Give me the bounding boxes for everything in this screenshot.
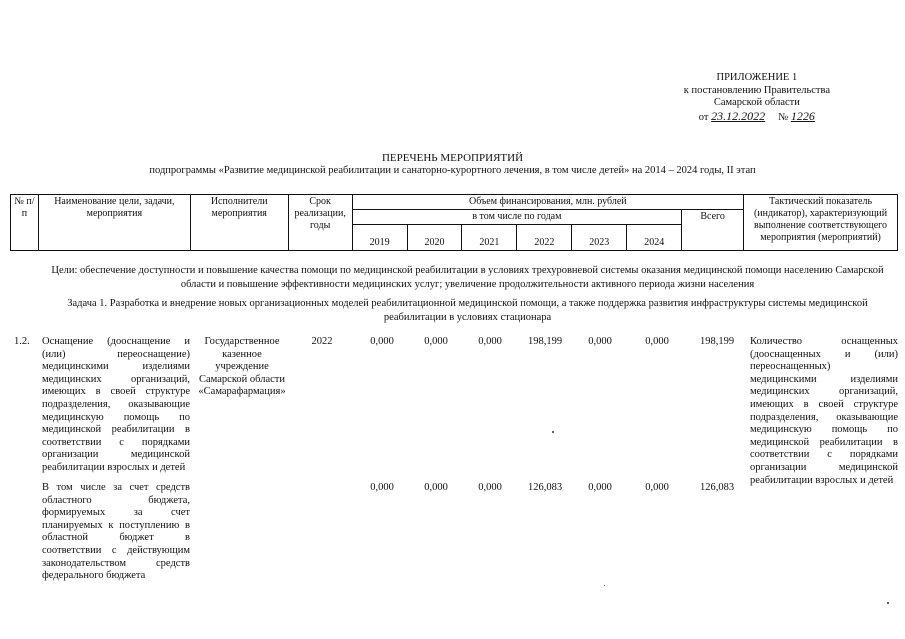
date-prefix: от: [698, 111, 709, 123]
appendix-date-line: [684, 110, 830, 125]
header-executors: Исполнители мероприятия: [190, 195, 288, 251]
number-prefix: №: [778, 111, 789, 123]
subrow-value-2024: 0,000: [645, 482, 669, 493]
header-term: Срок реализации, годы: [288, 195, 352, 251]
subrow-value-2022: 126,083: [527, 482, 563, 493]
header-num: № п/п: [11, 195, 39, 251]
header-by-years: в том числе по годам: [352, 210, 682, 225]
row-value-2023: 0,000: [588, 336, 612, 347]
appendix-line2: Самарской области: [713, 97, 800, 108]
header-year-2023: 2023: [572, 225, 627, 251]
task-text: Задача 1. Разработка и внедрение новых организационных моделей реабилитационной медицинской помощи, а также поддержка развития инфраструктуры системы медицинской реабилитации в условиях стационара: [67, 298, 868, 323]
header-name: Наименование цели, задачи, мероприятия: [38, 195, 190, 251]
appendix-block: [684, 72, 830, 124]
row-total: 198,199: [699, 336, 735, 347]
row-indicator: Количество оснащенных (дооснащенных и (или) переоснащенных) медицинскими изделиями медицинских организаций, имеющих в своей структуре подразделения, оказывающие медицинскую помощь по медицинской реабилитации в соответствии с порядками организации медицинской реабилитации взрослых и детей: [750, 336, 898, 486]
header-funding: Объем финансирования, млн. рублей: [352, 195, 743, 210]
appendix-line1: к постановлению Правительства: [683, 84, 830, 96]
goal-text: Цели: обеспечение доступности и повышение качества помощи по медицинской реабилитации в условиях трехуровневой системы оказания медицинской помощи населению Самарской области и повышение эффективности медицинских услуг; увеличение продолжительности активного периода жизни населения: [51, 265, 884, 290]
header-year-2021: 2021: [462, 225, 517, 251]
document-title: ПЕРЕЧЕНЬ МЕРОПРИЯТИЙ: [381, 152, 524, 164]
header-year-2019: 2019: [352, 225, 407, 251]
subrow-value-2021: 0,000: [478, 482, 502, 493]
row-term: 2022: [311, 336, 333, 347]
appendix-title: ПРИЛОЖЕНИЕ 1: [716, 72, 798, 83]
header-year-2020: 2020: [407, 225, 462, 251]
subrow-value-2020: 0,000: [424, 482, 448, 493]
subrow-value-2019: 0,000: [370, 482, 394, 493]
handwritten-number: 1226: [790, 108, 815, 123]
row-name: Оснащение (дооснащение и (или) переоснащение) медицинскими изделиями медицинских организаций, имеющих в своей структуре подразделения, оказывающие медицинскую помощь по медицинской реабилитации в соответствии с порядками организации медицинской реабилитации взрослых и детей: [42, 336, 190, 473]
subrow-total: 126,083: [699, 482, 735, 493]
row-value-2021: 0,000: [478, 336, 502, 347]
scan-speck: [604, 585, 605, 586]
row-value-2022: 198,199: [527, 336, 563, 347]
document-subtitle: подпрограммы «Развитие медицинской реабилитации и санаторно-курортного лечения, в том числе детей» на 2014 – 2024 годы, II этап: [149, 165, 756, 176]
header-table: [10, 194, 898, 251]
handwritten-date: 23.12.2022: [711, 108, 766, 123]
row-executor: Государственное казенное учреждение Самарской области «Самарафармация»: [198, 336, 286, 398]
header-year-2024: 2024: [627, 225, 682, 251]
row-value-2019: 0,000: [370, 336, 394, 347]
header-year-2022: 2022: [517, 225, 572, 251]
row-value-2024: 0,000: [645, 336, 669, 347]
header-total: Всего: [682, 210, 744, 251]
subrow-value-2023: 0,000: [588, 482, 612, 493]
header-indicator: Тактический показатель (индикатор), характеризующий выполнение соответствующего мероприятия (мероприятий): [744, 195, 898, 251]
scan-speck: [887, 602, 889, 604]
row-value-2020: 0,000: [424, 336, 448, 347]
scan-speck: [552, 431, 554, 433]
row-number: 1.2.: [14, 336, 30, 347]
subrow-name: В том числе за счет средств областного бюджета, формируемых за счет планируемых к поступлению в областной бюджет в соответствии с действующим законодательством средств федерального бюджета: [42, 482, 190, 582]
